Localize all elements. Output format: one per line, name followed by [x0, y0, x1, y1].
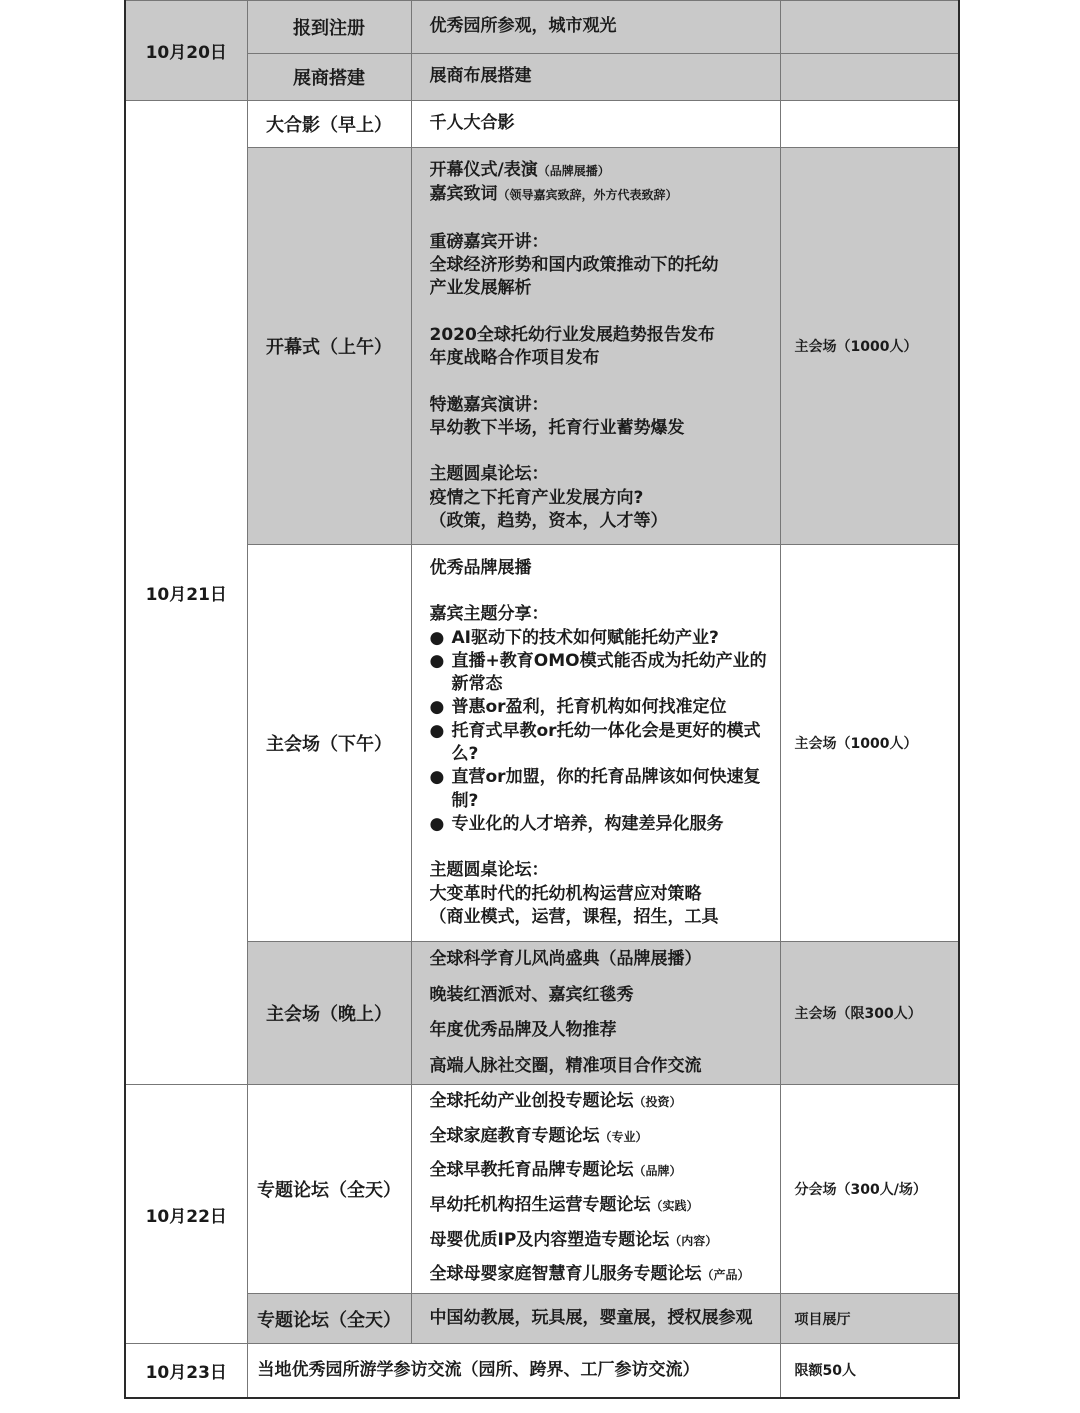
schedule-table — [124, 0, 960, 1399]
venue-cell — [780, 1, 959, 54]
activity-line: 产业发展解析 — [429, 278, 532, 299]
activity-cell — [411, 545, 780, 942]
activity-line: 主题圆桌论坛： — [429, 464, 549, 485]
venue-cell — [780, 101, 959, 148]
bullet-dot-icon: ● — [429, 627, 445, 648]
table-row — [125, 942, 959, 1085]
activity-line: 年度战略合作项目发布 — [429, 348, 600, 368]
bullet-item: ● 托育式早教or托幼一体化会是更好的模式么? — [429, 720, 761, 764]
bullet-item: ● 普惠or盈利，托育机构如何找准定位 — [430, 696, 780, 719]
bullet-item: ● 专业化的人才培养，构建差异化服务 — [430, 813, 780, 836]
activity-line: （政策，趋势，资本，人才等） — [429, 511, 668, 532]
activity-line: 优秀品牌展播 — [429, 557, 532, 578]
session-cell: 专题论坛（全天） — [247, 1085, 411, 1294]
activity-line: 全球科学育儿风尚盛典（品牌展播） — [429, 949, 702, 970]
activity-line: 主题圆桌论坛： — [429, 860, 549, 881]
session-cell: 主会场（下午） — [247, 545, 411, 942]
activity-cell: 中国幼教展，玩具展，婴童展，授权展参观 — [411, 1294, 780, 1344]
activity-line: 早幼教下半场，托育行业蓄势爆发 — [429, 417, 685, 438]
table-row — [125, 1, 959, 54]
date-cell: 10月23日 — [125, 1344, 247, 1398]
venue-cell: 项目展厅 — [780, 1294, 959, 1344]
activity-line: 晚装红酒派对、嘉宾红毯秀 — [429, 984, 634, 1005]
venue-cell: 主会场（1000人） — [780, 148, 959, 545]
activity-line: 全球早教托育品牌专题论坛（品牌） — [429, 1160, 682, 1181]
bullet-dot-icon: ● — [429, 697, 445, 718]
activity-cell — [411, 1085, 780, 1294]
activity-line: 疫情之下托育产业发展方向? — [429, 487, 644, 508]
activity-cell: 优秀园所参观，城市观光 — [411, 1, 780, 54]
activity-line: 嘉宾主题分享： — [429, 604, 549, 625]
table-row — [125, 148, 959, 545]
activity-cell: 展商布展搭建 — [411, 54, 780, 101]
activity-cell: 当地优秀园所游学参访交流（园所、跨界、工厂参访交流） — [247, 1344, 780, 1398]
session-cell: 报到注册 — [247, 1, 411, 54]
activity-line: 母婴优质IP及内容塑造专题论坛（内容） — [429, 1229, 718, 1250]
activity-line: 早幼托机构招生运营专题论坛（实践） — [429, 1195, 699, 1216]
session-cell: 展商搭建 — [247, 54, 411, 101]
table-row — [125, 1294, 959, 1344]
activity-cell — [411, 942, 780, 1085]
activity-line: 年度优秀品牌及人物推荐 — [429, 1020, 617, 1041]
activity-line: 高端人脉社交圈，精准项目合作交流 — [429, 1055, 702, 1076]
activity-cell: 千人大合影 — [411, 101, 780, 148]
venue-cell: 主会场（1000人） — [780, 545, 959, 942]
date-cell: 10月22日 — [125, 1085, 247, 1344]
date-cell: 10月21日 — [125, 101, 247, 1085]
table-row — [125, 545, 959, 942]
activity-line: 特邀嘉宾演讲： — [429, 394, 549, 415]
venue-cell: 主会场（限300人） — [780, 942, 959, 1085]
activity-line: 全球母婴家庭智慧育儿服务专题论坛（产品） — [429, 1264, 750, 1285]
activity-line: 全球托幼产业创投专题论坛（投资） — [429, 1091, 682, 1112]
bullet-item: ● 直播+教育OMO模式能否成为托幼产业的新常态 — [429, 650, 767, 695]
activity-line: 开幕仪式/表演（品牌展播） — [429, 159, 610, 180]
session-cell: 主会场（晚上） — [247, 942, 411, 1085]
table-row — [125, 1085, 959, 1294]
venue-cell: 分会场（300人/场） — [780, 1085, 959, 1294]
table-row — [125, 101, 959, 148]
activity-line: 全球经济形势和国内政策推动下的托幼 — [429, 254, 719, 275]
activity-line: 重磅嘉宾开讲： — [429, 231, 549, 252]
date-cell: 10月20日 — [125, 1, 247, 101]
bullet-dot-icon: ● — [429, 767, 445, 788]
session-cell: 大合影（早上） — [247, 101, 411, 148]
bullet-dot-icon: ● — [429, 813, 445, 834]
bullet-item: ● AI驱动下的技术如何赋能托幼产业? — [430, 627, 780, 650]
session-cell: 开幕式（上午） — [247, 148, 411, 545]
activity-line: 嘉宾致词（领导嘉宾致辞，外方代表致辞） — [429, 183, 678, 204]
table-row — [125, 54, 959, 101]
activity-line: 2020全球托幼行业发展趋势报告发布 — [429, 324, 715, 345]
table-row — [125, 1344, 959, 1398]
bullet-item: ● 直营or加盟，你的托育品牌该如何快速复制? — [429, 767, 761, 811]
activity-line: （商业模式，运营，课程，招生，工具 — [429, 907, 719, 928]
bullet-dot-icon: ● — [429, 650, 445, 671]
session-cell: 专题论坛（全天） — [247, 1294, 411, 1344]
venue-cell: 限额50人 — [780, 1344, 959, 1398]
bullet-dot-icon: ● — [429, 720, 445, 741]
activity-cell — [411, 148, 780, 545]
venue-cell — [780, 54, 959, 101]
activity-line: 全球家庭教育专题论坛（专业） — [429, 1125, 648, 1146]
activity-line: 大变革时代的托幼机构运营应对策略 — [429, 883, 702, 904]
